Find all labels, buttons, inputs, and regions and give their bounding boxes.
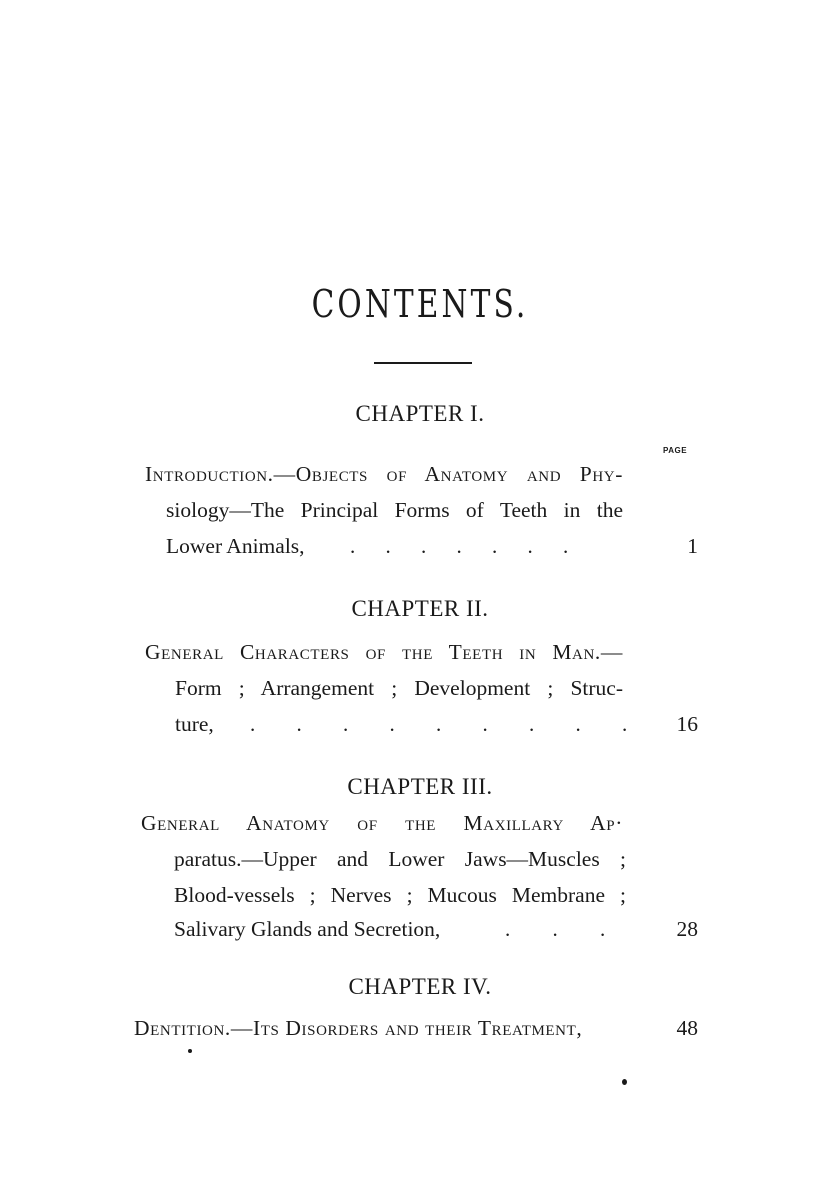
print-speck xyxy=(188,1049,192,1053)
page-title: CONTENTS. xyxy=(311,282,529,326)
chapter-2-line-1-text: General Characters of the Teeth in Man.— xyxy=(145,640,623,664)
chapter-3-line-3: Blood-vessels ; Nerves ; Mucous Membrane ; xyxy=(174,883,626,907)
chapter-1-page: 1 xyxy=(687,534,698,558)
chapter-4-page: 48 xyxy=(676,1016,698,1040)
chapter-1-line-1 xyxy=(145,462,623,487)
chapter-3-line-1 xyxy=(141,811,623,836)
chapter-1-heading: CHAPTER I. xyxy=(355,401,485,426)
chapter-3-page: 28 xyxy=(676,917,698,941)
chapter-2-line-2: Form ; Arrangement ; Development ; Struc- xyxy=(175,676,623,700)
title-rule xyxy=(374,362,472,364)
chapter-2-leader: . . . . . . . . . xyxy=(250,712,628,736)
chapter-1-leader: . . . . . . . xyxy=(350,534,569,558)
chapter-1-line-1-text: Introduction.—Objects of Anatomy and Phy- xyxy=(145,462,623,486)
chapter-1-line-3: Lower Animals, xyxy=(166,534,305,558)
chapter-3-heading: CHAPTER III. xyxy=(347,774,493,799)
chapter-2-line-1 xyxy=(145,640,623,665)
page-column-label: PAGE xyxy=(663,446,688,455)
chapter-3-line-4: Salivary Glands and Secretion, xyxy=(174,917,441,941)
chapter-2-line-3: ture, xyxy=(175,712,214,736)
chapter-3-line-2: paratus.—Upper and Lower Jaws—Muscles ; xyxy=(174,847,626,871)
print-speck xyxy=(622,1079,627,1085)
chapter-3-leader: . . . xyxy=(505,917,606,941)
chapter-4-line-1-text: Dentition.—Its Disorders and their Treatment, xyxy=(134,1016,583,1040)
chapter-2-heading: CHAPTER II. xyxy=(351,596,489,621)
chapter-3-line-1-text: General Anatomy of the Maxillary Ap· xyxy=(141,811,623,835)
chapter-4-line-1 xyxy=(134,1016,582,1041)
chapter-4-heading: CHAPTER IV. xyxy=(348,974,492,999)
chapter-1-line-2: siology—The Principal Forms of Teeth in the xyxy=(166,498,623,522)
chapter-2-page: 16 xyxy=(676,712,698,736)
